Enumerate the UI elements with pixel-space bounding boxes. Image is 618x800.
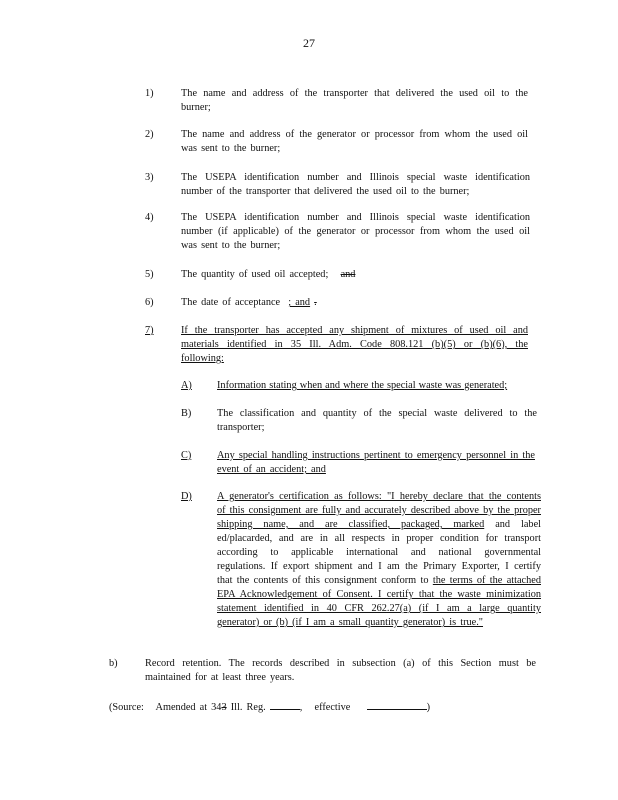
list-item-number: 1) xyxy=(145,88,154,99)
list-item-text: The USEPA identification number and Illinois special waste identification number of the transporter that delivered the used oil to the burner; xyxy=(181,172,530,197)
list-item-text: The date of acceptance xyxy=(181,297,281,308)
list-item-text: The name and address of the generator or processor from whom the used oil was sent to the burner; xyxy=(181,129,528,154)
sublist-item-text: The classification and quantity of the special waste delivered to the transporter; xyxy=(217,408,537,433)
subsection-text: Record retention. The records described in subsection (a) of this Section must be maintained for at least three years. xyxy=(145,658,536,683)
sublist-item-letter: D) xyxy=(181,491,192,502)
deleted-text: and xyxy=(340,269,356,280)
sublist-item-letter: C) xyxy=(181,450,192,461)
list-item-number: 4) xyxy=(145,212,154,223)
list-item-5 xyxy=(181,268,528,282)
page-number: 27 xyxy=(303,36,315,50)
added-text: A generator's certification as follows: "I hereby declare that the contents of this consignment are fully and accurately described above by the proper shipping name, and are classified, packaged, marked xyxy=(217,491,541,530)
list-item-6 xyxy=(181,296,528,310)
source-close: ) xyxy=(426,702,431,713)
sublist-item-letter: B) xyxy=(181,408,192,419)
list-item-number: 3) xyxy=(145,172,154,183)
source-reg: Ill. Reg. xyxy=(230,702,266,713)
blank-date-line xyxy=(367,699,427,710)
sublist-item-text: Any special handling instructions pertinent to emergency personnel in the event of an accident; and xyxy=(217,450,535,475)
list-item-number: 2) xyxy=(145,129,154,140)
source-note: (Source: Amended at 343 Ill. Reg. , effective ) xyxy=(109,699,539,715)
subsection-label: b) xyxy=(109,658,118,669)
deleted-text: . xyxy=(314,297,317,308)
source-effective: effective xyxy=(314,702,351,713)
blank-page-line xyxy=(270,699,300,710)
list-item-number: 7) xyxy=(145,325,154,336)
added-text: ; and xyxy=(288,297,311,308)
existing-text: and label ed/placarded, and are in all respects in proper condition for transport according to applicable international and national governmental regulations. If export shipment and I am the Primary Exporter, I certify that the contents of this consignment conform to xyxy=(217,519,542,586)
source-open: (Source: xyxy=(109,702,144,713)
deleted-text: 3 xyxy=(221,702,227,713)
list-item-text: The quantity of used oil accepted; xyxy=(181,269,329,280)
added-text: the terms of the attached EPA Acknowledgement of Consent. I certify that the waste minimization statement identified in 40 CFR 262.27(a) (if I am a large quantity generator) or (b) (if I am a small quantity generator) is true." xyxy=(217,575,541,628)
list-item-text: The USEPA identification number and Illinois special waste identification number (if applicable) of the generator or processor from whom the used oil was sent to the burner; xyxy=(181,212,530,251)
list-item-text: The name and address of the transporter that delivered the used oil to the burner; xyxy=(181,88,528,113)
sublist-item-text: Information stating when and where the special waste was generated; xyxy=(217,380,508,391)
list-item-text: If the transporter has accepted any shipment of mixtures of used oil and materials identified in 35 Ill. Adm. Code 808.121 (b)(5) or (b)(6), the following: xyxy=(181,325,528,364)
list-item-number: 6) xyxy=(145,297,154,308)
sublist-item-text xyxy=(217,490,541,630)
list-item-number: 5) xyxy=(145,269,154,280)
source-amended: Amended at 34 xyxy=(155,702,222,713)
sublist-item-letter: A) xyxy=(181,380,192,391)
